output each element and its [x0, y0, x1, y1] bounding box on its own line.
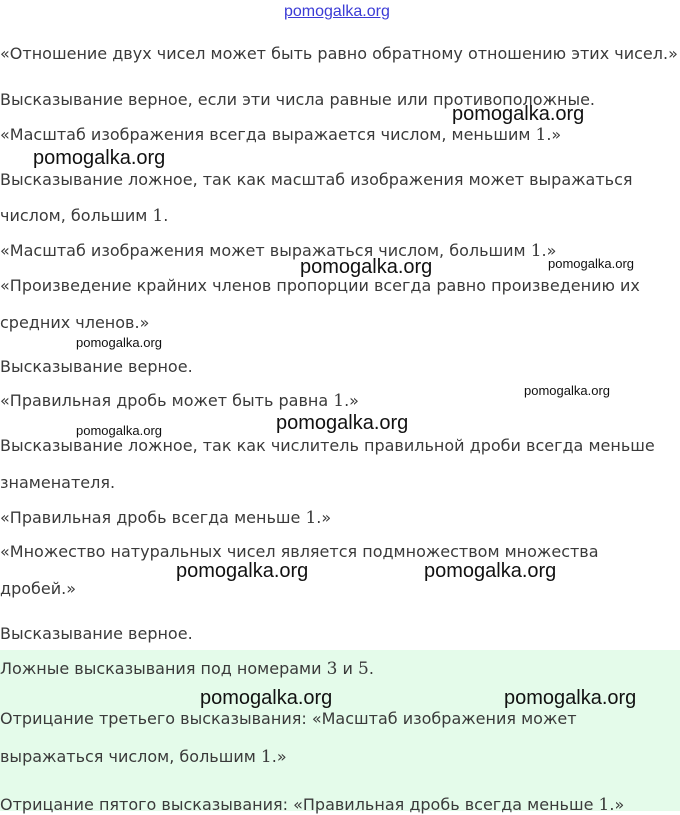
- statement-3: «Масштаб изображения всегда выражается числом, меньшим 1.»: [0, 125, 562, 145]
- header-site-link[interactable]: pomogalka.org: [284, 3, 390, 20]
- watermark: pomogalka.org: [424, 560, 557, 582]
- watermark: pomogalka.org: [76, 423, 162, 438]
- watermark: pomogalka.org: [176, 560, 309, 582]
- statement-6-line-2: дробей.»: [0, 579, 76, 598]
- explanation-5-line-2: знаменателя.: [0, 473, 116, 492]
- statement-1: «Отношение двух чисел может быть равно обратному отношению этих чисел.»: [0, 44, 678, 63]
- answer-negation-5: Отрицание пятого высказывания: «Правильная дробь всегда меньше 1.»: [0, 795, 625, 815]
- answer-negation-3-line-2: выражаться числом, большим 1.»: [0, 747, 287, 767]
- statement-4-line-2: средних членов.»: [0, 313, 150, 332]
- watermark: pomogalka.org: [504, 687, 637, 709]
- answer-negation-3-line-1: Отрицание третьего высказывания: «Масштаб изображения может: [0, 709, 577, 728]
- watermark: pomogalka.org: [200, 687, 333, 709]
- watermark: pomogalka.org: [33, 147, 166, 169]
- explanation-3-line-2: числом, большим 1.: [0, 206, 169, 226]
- statement-5: «Правильная дробь может быть равна 1.»: [0, 391, 359, 411]
- statement-4-line-1: «Произведение крайних членов пропорции всегда равно произведению их: [0, 276, 640, 295]
- explanation-4: Высказывание верное.: [0, 357, 193, 376]
- watermark: pomogalka.org: [524, 383, 610, 398]
- negation-5: «Правильная дробь всегда меньше 1.»: [0, 508, 332, 528]
- explanation-3-line-1: Высказывание ложное, так как масштаб изображения может выражаться: [0, 170, 633, 189]
- explanation-1: Высказывание верное, если эти числа равные или противоположные.: [0, 90, 596, 109]
- watermark: pomogalka.org: [300, 256, 433, 278]
- watermark: pomogalka.org: [276, 412, 409, 434]
- negation-3: «Масштаб изображения может выражаться числом, большим 1.»: [0, 241, 557, 261]
- answer-false-statements: Ложные высказывания под номерами 3 и 5.: [0, 659, 374, 679]
- statement-6-line-1: «Множество натуральных чисел является подмножеством множества: [0, 542, 599, 561]
- explanation-6: Высказывание верное.: [0, 624, 193, 643]
- watermark: pomogalka.org: [452, 103, 585, 125]
- watermark: pomogalka.org: [76, 335, 162, 350]
- explanation-5-line-1: Высказывание ложное, так как числитель правильной дроби всегда меньше: [0, 436, 655, 455]
- watermark: pomogalka.org: [548, 256, 634, 271]
